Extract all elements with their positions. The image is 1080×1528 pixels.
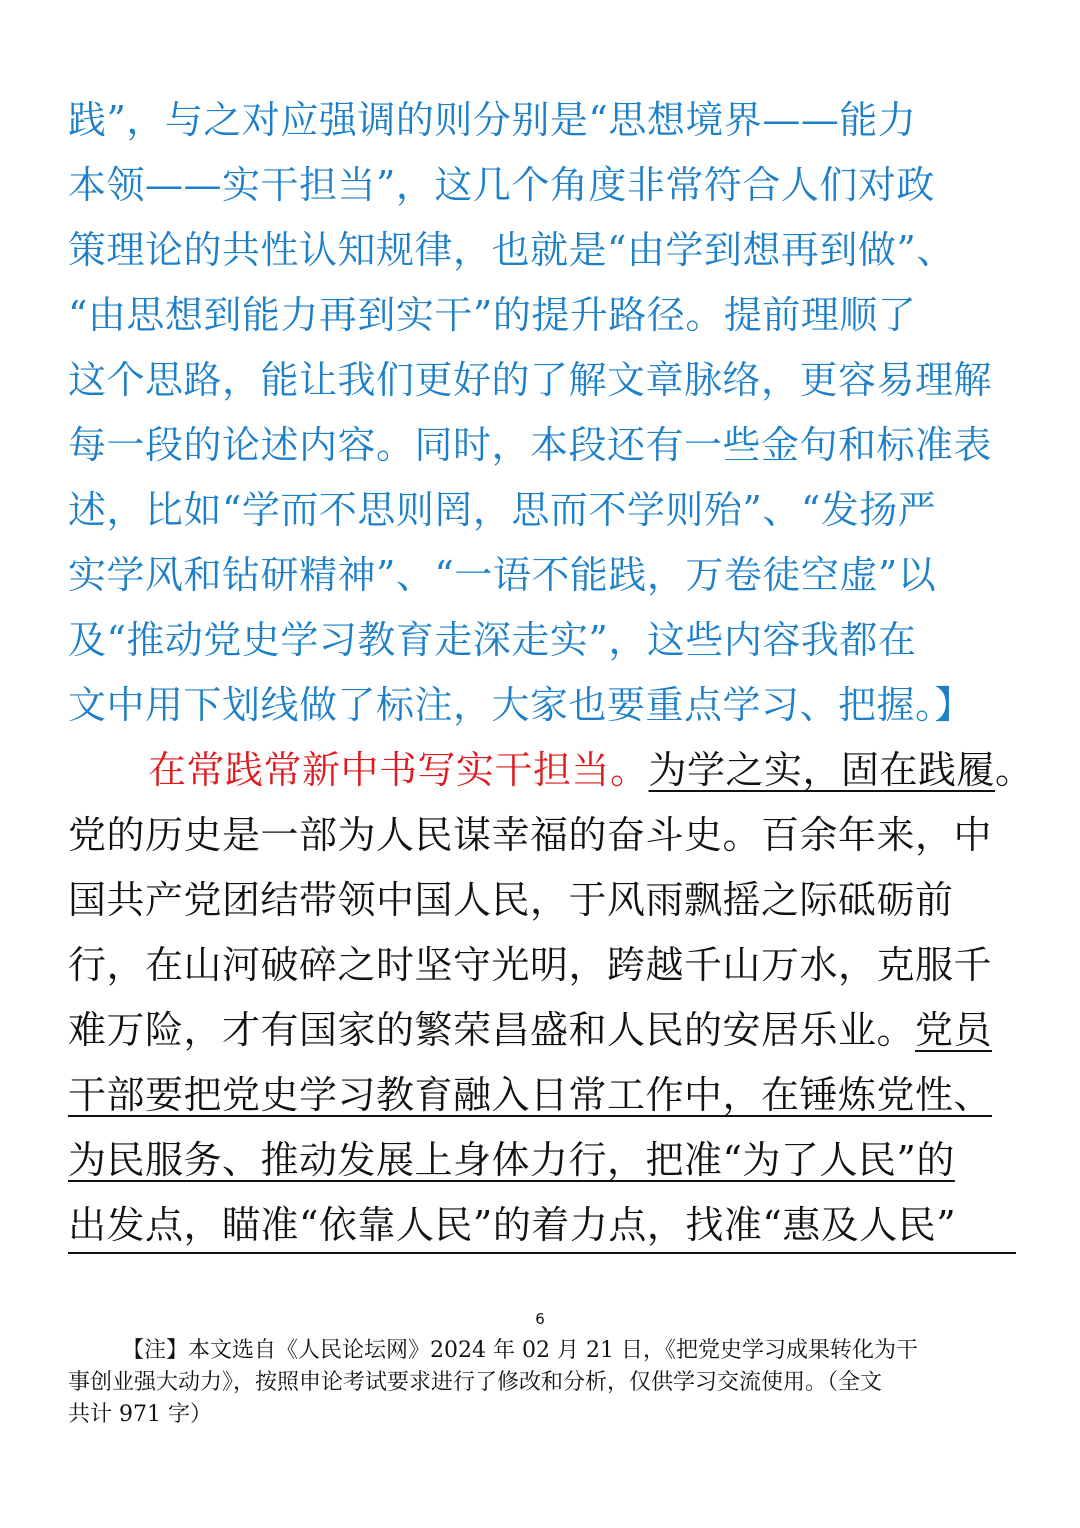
commentary-line: 及“推动党史学习教育走深走实”，这些内容我都在 <box>68 618 917 662</box>
underlined-phrase: 为学之实，固在践履 <box>648 748 996 792</box>
commentary-line: 践”，与之对应强调的则分别是“思想境界——能力 <box>68 98 917 142</box>
body-line <box>68 1007 1016 1053</box>
underlined-body-line: 出发点，瞄准“依靠人民”的着力点，找准“惠及人民” <box>68 1202 1016 1254</box>
footnote-line: 共计 971 字） <box>68 1402 212 1427</box>
commentary-line: 实学风和钻研精神”、“一语不能践，万卷徒空虚”以 <box>68 553 937 597</box>
paragraph-first-line <box>148 747 1034 793</box>
commentary-line: 这个思路，能让我们更好的了解文章脉络，更容易理解 <box>68 358 993 402</box>
body-line: 党的历史是一部为人民谋幸福的奋斗史。百余年来，中 <box>68 813 993 857</box>
commentary-line: 本领——实干担当”，这几个角度非常符合人们对政 <box>68 163 935 207</box>
footnote-line: 【注】本文选自《人民论坛网》2024 年 02 月 21 日，《把党史学习成果转化为干 <box>122 1338 918 1363</box>
body-line: 行，在山河破碎之时坚守光明，跨越千山万水，克服千 <box>68 943 993 987</box>
underlined-body-line: 为民服务、推动发展上身体力行，把准“为了人民”的 <box>68 1138 955 1182</box>
commentary-line: “由思想到能力再到实干”的提升路径。提前理顺了 <box>68 293 917 337</box>
commentary-line: 文中用下划线做了标注，大家也要重点学习、把握。】 <box>68 683 974 727</box>
page-number: 6 <box>535 1310 545 1328</box>
underlined-phrase: 党员 <box>915 1008 993 1052</box>
section-heading: 在常践常新中书写实干担当。 <box>148 748 649 792</box>
body-line: 国共产党团结带领中国人民，于风雨飘摇之际砥砺前 <box>68 878 954 922</box>
body-text: 难万险，才有国家的繁荣昌盛和人民的安居乐业。 <box>68 1008 916 1052</box>
punctuation: 。 <box>995 748 1034 792</box>
commentary-line: 述，比如“学而不思则罔，思而不学则殆”、“发扬严 <box>68 488 937 532</box>
commentary-line: 每一段的论述内容。同时，本段还有一些金句和标准表 <box>68 423 993 467</box>
footnote-line: 事创业强大动力》，按照申论考试要求进行了修改和分析，仅供学习交流使用。（全文 <box>68 1370 883 1395</box>
underlined-body-line: 干部要把党史学习教育融入日常工作中，在锤炼党性、 <box>68 1073 993 1117</box>
commentary-line: 策理论的共性认知规律，也就是“由学到想再到做”、 <box>68 228 955 272</box>
